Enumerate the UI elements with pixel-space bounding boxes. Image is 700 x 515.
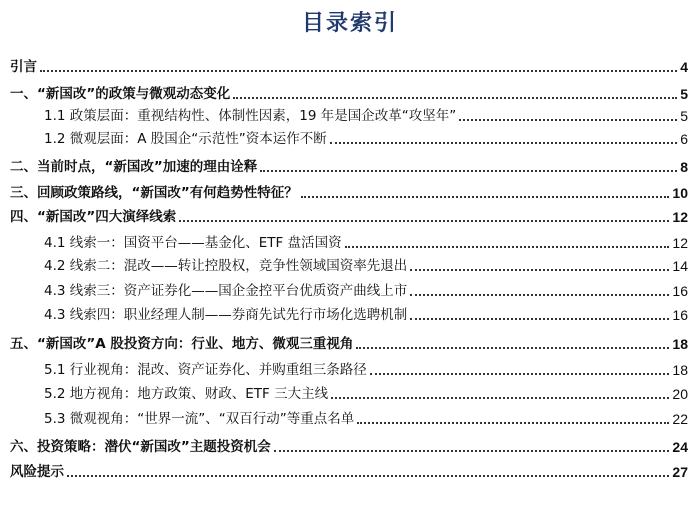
toc-subsection-entry[interactable] xyxy=(0,278,700,300)
page-title: 目录索引 xyxy=(301,11,398,36)
toc-subsection-entry[interactable] xyxy=(0,381,700,403)
toc-section-entry[interactable] xyxy=(0,154,700,176)
toc-page-number: 12 xyxy=(672,209,688,225)
toc-dot-leader xyxy=(67,475,669,477)
toc-page-number: 14 xyxy=(672,258,688,274)
toc-section-entry[interactable] xyxy=(0,54,700,76)
toc-entry-label: 六、投资策略：潜伏“新国改”主题投资机会 xyxy=(10,439,271,455)
toc-entry-label: 二、当前时点，“新国改”加速的理由诠释 xyxy=(10,159,258,175)
toc-dot-leader xyxy=(274,450,670,452)
toc-dot-leader xyxy=(410,318,669,320)
toc-entry-label: 4.3 线索三：资产证券化——国企金控平台优质资产曲线上市 xyxy=(44,283,408,299)
toc-page-number: 16 xyxy=(672,283,688,299)
toc-page-number: 27 xyxy=(672,464,688,480)
toc-page-number: 6 xyxy=(680,131,688,147)
toc-dot-leader xyxy=(330,142,677,144)
toc-entry-label: 四、“新国改”四大演绎线索 xyxy=(10,209,177,225)
toc-dot-leader xyxy=(370,373,670,375)
toc-page-number: 22 xyxy=(672,411,688,427)
toc-section-entry[interactable] xyxy=(0,81,700,103)
toc-dot-leader xyxy=(260,170,677,172)
toc-dot-leader xyxy=(410,294,669,296)
toc-page-number: 12 xyxy=(672,235,688,251)
toc-entry-label: 一、“新国改”的政策与微观动态变化 xyxy=(10,86,231,102)
toc-page-number: 8 xyxy=(680,159,688,175)
toc-entry-label: 风险提示 xyxy=(10,464,64,480)
toc-entry-label: 4.3 线索四：职业经理人制——券商先试先行市场化选聘机制 xyxy=(44,307,408,323)
toc-entry-label: 5.1 行业视角：混改、资产证券化、并购重组三条路径 xyxy=(44,362,367,378)
toc-page-number: 24 xyxy=(672,439,688,455)
toc-section-entry[interactable] xyxy=(0,331,700,353)
toc-entry-label: 三、回顾政策路线，“新国改”有何趋势性特征？ xyxy=(10,185,298,201)
toc-entry-label: 五、“新国改”A 股投资方向：行业、地方、微观三重视角 xyxy=(10,336,354,352)
toc-subsection-entry[interactable] xyxy=(0,126,700,148)
toc-subsection-entry[interactable] xyxy=(0,103,700,125)
toc-page-number: 4 xyxy=(680,59,688,75)
toc-page-number: 10 xyxy=(672,185,688,201)
toc-section-entry[interactable] xyxy=(0,204,700,226)
toc-page-number: 5 xyxy=(680,108,688,124)
toc-dot-leader xyxy=(356,347,669,349)
toc-entry-label: 5.3 微观视角：“世界一流”、“双百行动”等重点名单 xyxy=(44,411,355,427)
toc-dot-leader xyxy=(345,246,670,248)
toc-page-number: 16 xyxy=(672,307,688,323)
toc-subsection-entry[interactable] xyxy=(0,230,700,252)
toc-dot-leader xyxy=(301,196,670,198)
toc-subsection-entry[interactable] xyxy=(0,357,700,379)
toc-page-number: 5 xyxy=(680,86,688,102)
toc-dot-leader xyxy=(459,119,677,121)
toc-dot-leader xyxy=(179,220,669,222)
toc-page-number: 18 xyxy=(672,362,688,378)
toc-subsection-entry[interactable] xyxy=(0,406,700,428)
toc-entry-label: 5.2 地方视角：地方政策、财政、ETF 三大主线 xyxy=(44,386,329,402)
toc-dot-leader xyxy=(331,397,669,399)
toc-section-entry[interactable] xyxy=(0,180,700,202)
toc-entry-label: 1.2 微观层面：A 股国企“示范性”资本运作不断 xyxy=(44,131,327,147)
toc-section-entry[interactable] xyxy=(0,434,700,456)
toc-dot-leader xyxy=(40,70,677,72)
toc-entry-label: 引言 xyxy=(10,59,37,75)
toc-subsection-entry[interactable] xyxy=(0,302,700,324)
toc-section-entry[interactable] xyxy=(0,459,700,481)
toc-page-number: 18 xyxy=(672,336,688,352)
toc-entry-label: 4.1 线索一：国资平台——基金化、ETF 盘活国资 xyxy=(44,235,342,251)
toc-page-number: 20 xyxy=(672,386,688,402)
toc-dot-leader xyxy=(233,97,677,99)
toc-dot-leader xyxy=(357,422,669,424)
toc-subsection-entry[interactable] xyxy=(0,253,700,275)
toc-dot-leader xyxy=(410,269,669,271)
toc-entry-label: 1.1 政策层面：重视结构性、体制性因素，19 年是国企改革“攻坚年” xyxy=(44,108,457,124)
toc-entry-label: 4.2 线索二：混改——转让控股权，竞争性领域国资率先退出 xyxy=(44,258,408,274)
